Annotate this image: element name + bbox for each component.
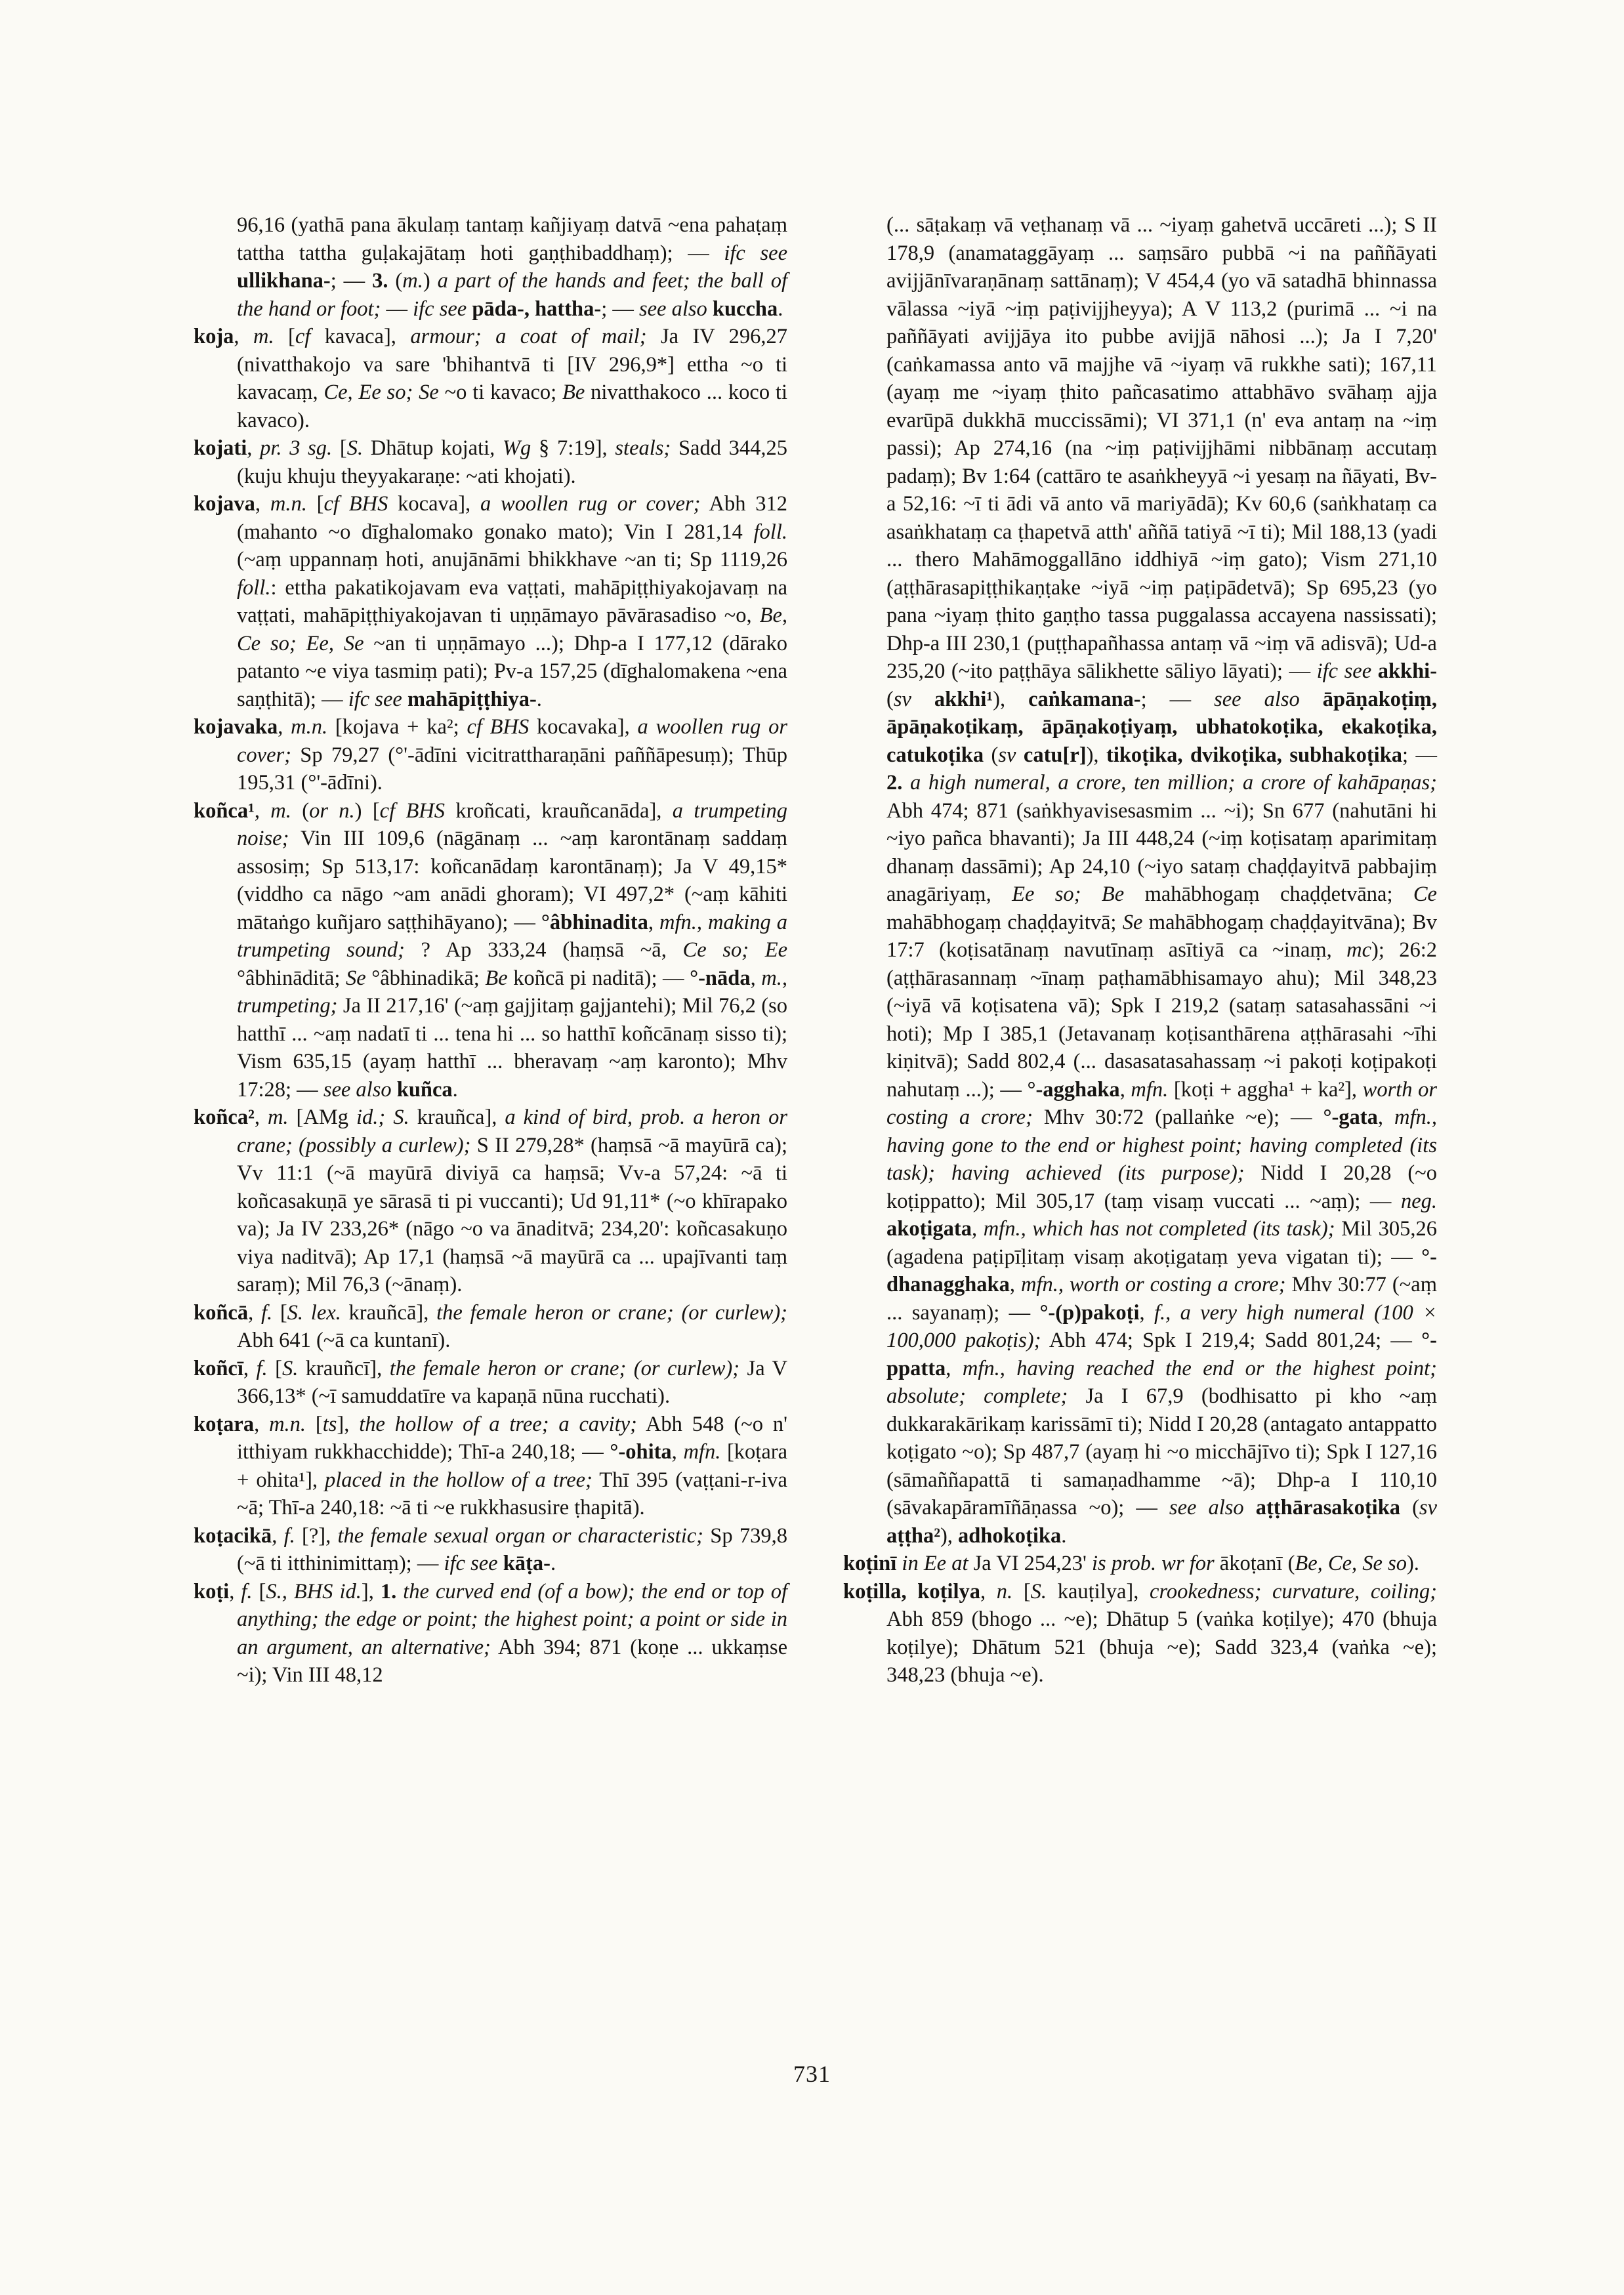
text-run: Abh 312 (mahanto ~o dīghalomako gonako mato); Vin I 281,14 [237,492,788,544]
column-right [843,211,1437,1689]
entry-koja [194,323,787,434]
text-run: ); 26:2 (aṭṭhārasannaṃ ~īnaṃ paṭhamābhisamayo ahu); Mil 348,23 (~iyā vā koṭisatena vā); Spk I 219,2 (sataṃ satasahassāni ~i hoti); Mp I 385,1 (Jetavanaṃ koṭisanthārena aṭṭhārasahi ~īhi kiṇitvā); Sadd 802,4 (... dasasatasahassaṃ ~i pakoṭi koṭipakoṭi nahutaṃ ...); — [886,938,1437,1102]
text-run: ; — [1402,743,1438,767]
text-block [194,211,1437,1689]
text-run: . [778,297,783,321]
text-run: , [254,1412,270,1436]
text-run: f., a very high numeral (100 × 100,000 pakoṭis); [886,1300,1438,1352]
text-run: ) [ [354,798,380,823]
text-run: sv [998,743,1016,767]
text-run: kojavaka [194,715,278,739]
text-run: mfn., having reached the end or the highest point; absolute; complete; [886,1356,1437,1408]
text-run: Mil 305,26 (agadena paṭipīḷitaṃ visaṃ akoṭigataṃ yeva vigatan ti); — [886,1217,1437,1269]
text-run: , [229,1579,241,1603]
entry-koti [194,1578,787,1689]
text-run: . [536,687,542,711]
text-run: °âbhinadita [541,910,648,934]
text-run: S. lex. [287,1300,341,1325]
column-left [194,211,787,1689]
text-run: kāṭa- [503,1552,551,1575]
text-run: cf BHS [323,492,388,516]
text-run: Abh 641 (~ā ca kuntanī). [237,1329,451,1352]
text-run: m.n. [291,715,328,739]
text-run: [kojava + ka²; [327,715,467,739]
text-run: in Ee at [902,1552,968,1575]
text-run: ( [984,743,999,767]
text-run: . [550,1552,556,1575]
text-run: (~aṃ uppannaṃ hoti, anujānāmi bhikkhave ~an ti; Sp 1119,26 [237,548,787,571]
text-run: ). [1406,1552,1419,1575]
text-run: the female sexual organ or characteristic; [337,1523,703,1548]
entry-konca-1 [194,797,787,1104]
text-run: see also [1214,687,1300,711]
text-run: koṭacikā [194,1523,272,1548]
text-run: adhokoṭika [958,1523,1062,1548]
entry-konci [194,1355,787,1411]
text-run: °-agghaka [1027,1077,1120,1102]
text-run: sv [1419,1496,1437,1520]
text-run: , [750,966,762,990]
text-run [392,1078,397,1102]
text-run: kocavaka], [529,715,638,739]
text-run: koja [194,325,234,348]
text-run: S. [1030,1579,1047,1603]
text-run [1244,1496,1256,1520]
text-run [911,688,934,711]
text-run: kocava], [388,492,480,516]
text-run: m. [270,798,291,823]
text-run: ~an ti uṇṇāmayo ...); Dhp-a I 177,12 (dārako patanto ~e viya tasmiṃ pati); Pv-a 157,25 (dīghalomakena ~ena saṇṭhitā); — [237,631,787,711]
text-run: , [254,1106,268,1129]
text-run: mahābhogaṃ chaḍḍayitvā; [886,910,1123,934]
text-run: Ja V 366,13* (~ī samuddatīre va kapaṇā nūna rucchati). [237,1356,787,1408]
text-run: Se [1122,910,1143,934]
text-run: Abh 474; 871 (saṅkhyavisesasmim ... ~i); Sn 677 (nahutāni hi ~iyo pañca bhavanti); Ja III 448,24 (~iṃ koṭisataṃ aparimitaṃ dhanaṃ dassāmi); Ap 24,10 (~iyo sataṃ chaḍḍayitvā pabbajiṃ anagāriyaṃ, [886,798,1437,906]
text-run: a woollen rug or cover; [237,715,787,767]
text-run: , [1009,1273,1021,1296]
text-run: mahābhogaṃ chaḍḍetvāna; [1124,882,1413,906]
text-run: mahābhogaṃ chaḍḍayitvāna); Bv 17:7 (koṭisatānaṃ navutīnaṃ asītiyā ca ~inaṃ, [886,910,1437,962]
text-run: ( [886,687,894,711]
text-run: worth or costing a crore; [886,1077,1438,1129]
text-run: °-(p)pakoṭi [1039,1300,1140,1325]
text-run: , [1377,1106,1394,1129]
text-run: , [272,1523,284,1548]
text-run: ), [993,687,1029,711]
text-run: kavaca], [310,325,411,348]
text-run: catu[r] [1023,743,1087,767]
text-run: nivatthakoco ... koco ti kavaco). [237,381,787,432]
text-run: , [243,1356,257,1380]
text-run: sv [893,687,911,711]
text-run: ; — [601,297,639,321]
text-run: see also [638,297,707,321]
text-run: ; — [330,269,373,293]
text-run: koñcā [194,1300,249,1325]
text-run: ifc see [724,241,787,265]
text-run: Be [485,966,508,990]
text-run: ifc see [413,297,467,321]
text-run: : ettha pakatikojavam eva vaṭṭati, mahāpiṭṭhiyakojavaṃ na vaṭṭati, mahāpiṭṭhiyakojavan ti uṇṇāmayo pāvārasadiso ~o, [237,575,787,627]
text-run: a part of the hands and feet; the ball of the hand or foot; [237,269,787,321]
text-run: ( [388,269,403,293]
text-run: steals; [615,436,671,460]
text-run: [ [1012,1579,1031,1603]
text-run: n. [996,1579,1013,1603]
text-run: , [248,1300,261,1325]
text-run: ), [1086,743,1106,767]
text-run: , [234,325,253,348]
text-run [396,1580,403,1603]
text-run: a trumpeting noise; [237,798,787,850]
text-run: Wg [502,436,531,460]
text-run: °-ppatta [886,1329,1437,1380]
text-run: mfn., having gone to the end or highest point; having completed (its task); having achieved (its purpose); [886,1106,1437,1185]
entry-koti-continuation [843,211,1437,1550]
text-run: kojati [194,436,247,460]
text-run: mfn. [683,1440,721,1464]
text-run: koṭilla, koṭilya [843,1579,980,1603]
text-run: cf BHS [379,798,446,823]
text-run: kuccha [712,297,778,321]
text-run: Ce [1413,882,1437,906]
text-run: Ja VI 254,23' [968,1552,1093,1575]
text-run: Ja IV 296,27 (nivatthakojo va sare 'bhihantvā ti [IV 296,9*] ettha ~o ti kavacaṃ, [237,325,787,404]
text-run: Mhv 30:72 (pallaṅke ~e); — [1032,1106,1323,1129]
text-run: S. [346,436,364,460]
text-run: Ce, Ee so; Se [323,381,439,404]
text-run: ullikhana- [237,269,331,293]
text-run: Ce so; Ee [682,938,787,962]
text-run [902,771,910,795]
text-run: ; — [1140,687,1215,711]
text-run: , [946,1356,963,1380]
text-run: foll. [753,520,787,544]
text-run: koñcī [194,1356,243,1380]
text-run: , [671,1440,684,1464]
text-run: °-gata [1323,1106,1378,1129]
text-run: tikoṭika, dvikoṭika, subhakoṭika [1106,743,1403,767]
text-run: armour; a coat of mail; [410,325,647,348]
text-run: °-ohita [610,1440,672,1464]
text-run: S. [281,1356,299,1380]
text-run: °âbhinadikā; [365,966,486,990]
text-run: 96,16 (yathā pana ākulaṃ tantaṃ kañjiyaṃ datvā ~ena pahaṭaṃ tattha tattha guḷakajātaṃ hoti gaṇṭhibaddhaṃ); — [237,213,787,265]
text-run: the female heron or crane; (or curlew); [389,1356,740,1380]
text-run: , [278,715,291,739]
entry-konca-2 [194,1104,787,1299]
text-run: ifc see [348,687,402,711]
text-run: krauñcā], [341,1300,437,1325]
text-run: a woollen rug or cover; [480,492,701,516]
text-run: aṭṭha² [886,1523,940,1548]
text-run: ? Ap 333,24 (haṃsā ~ā, [404,938,683,962]
text-run: akoṭigata [886,1217,972,1241]
text-run: kojava [194,492,255,516]
text-run: neg. [1400,1189,1437,1213]
text-run: Ja II 217,16' (~aṃ gajjitaṃ gajjantehi); Mil 76,2 (so hatthī ... ~aṃ nadatī ti ... tena hi ... so hatthī koñcānaṃ sisso ti); Vism 635,15 (ayaṃ hatthī ... bheravaṃ ~aṃ karonto); Mhv 17:28; — [237,994,787,1102]
text-run: Mhv 30:77 (~aṃ ... sayanaṃ); — [886,1273,1438,1325]
text-run: the hollow of a tree; a cavity; [359,1412,637,1436]
text-run: koṭinī [843,1552,897,1575]
text-run: koñca² [194,1106,255,1129]
text-run: [koṭara + ohita¹], [237,1440,788,1492]
text-run: S., BHS id. [266,1579,362,1603]
text-run: placed in the hollow of a tree; [325,1468,593,1492]
text-run: is prob. wr for [1092,1552,1215,1575]
text-run: , [972,1217,984,1241]
text-run: cf BHS [467,715,530,739]
text-run: f. [241,1579,253,1603]
text-run: Abh 394; 871 (koṇe ... ukkaṃse ~i); Vin III 48,12 [237,1635,788,1687]
text-run: Thī 395 (vaṭṭani-r-iva ~ā; Thī-a 240,18: ~ā ti ~e rukkhasusire ṭhapitā). [237,1468,787,1520]
text-run: , [255,492,270,516]
text-run: koṭi [194,1579,230,1603]
text-run: pr. 3 sg. [260,436,333,460]
text-run: . [1061,1523,1067,1548]
text-run: the curved end (of a bow); the end or top of anything; the edge or point; the highest point; a point or side in an argument, an alternative; [237,1579,788,1659]
text-run: foll. [237,575,271,600]
text-run: Sp 79,27 (°'-ādīni vicitrattharaṇāni paññāpesuṃ); Thūp 195,31 (°'-ādīni). [237,743,787,795]
text-run: Dhātup kojati, [363,436,503,460]
text-run: mfn., which has not completed (its task); [983,1217,1335,1241]
text-run: kuñca [396,1077,453,1102]
text-run: ākoṭanī ( [1214,1552,1295,1575]
text-run: mahāpiṭṭhiya- [407,687,537,711]
text-run: Ee so; Be [1012,882,1125,906]
text-run: f. [260,1300,273,1325]
text-run: ~o ti kavaco; [438,381,562,404]
text-run [707,297,713,321]
text-run: the female heron or crane; (or curlew); [436,1300,787,1325]
text-run: ifc see [1316,659,1372,683]
entry-kojavaka [194,713,787,797]
text-run: Abh 548 (~o n' itthiyam rukkhacchidde); Thī-a 240,18; — [237,1412,787,1464]
entry-kojati [194,434,787,490]
text-run: ], [361,1579,381,1603]
text-run: ) [423,269,438,293]
text-run: or n. [309,798,355,823]
text-run: , [247,436,260,460]
text-run [1016,743,1023,767]
text-run: crookedness; curvature, coiling; [1150,1579,1437,1603]
text-run [1300,688,1323,711]
text-run: m.n. [270,492,307,516]
entry-koccha-continuation [194,211,787,323]
text-run [1371,659,1378,683]
text-run: S II 279,28* (haṃsā ~ā mayūrā ca); Vv 11:1 (~ā mayūrā diviyā ca haṃsā; Vv-a 57,24: ~ā ti koñcasakuṇā ye sārasā ti pi vuccanti); Ud 91,11* (~o khīrapako va); Ja IV 233,26* (nāgo ~o va ānaditvā; 234,20': koñcasakuṇo viya naditvā); Ap 17,1 (haṃsā ~ā mayūrā ca ... upajīvanti taṃ saraṃ); Mil 76,3 (~ānaṃ). [237,1133,788,1296]
text-run: ( [1400,1496,1419,1520]
text-run: kauṭilya], [1047,1579,1150,1603]
text-run: Be, Ce so; Ee, Se [237,604,787,655]
text-run: pāda-, hattha- [472,297,602,321]
text-run: m. [253,325,274,348]
text-run: cf [295,325,311,348]
text-run: Sadd 344,25 (kuju khuju theyyakaraṇe: ~ati khojati). [237,436,788,488]
text-run: [ [306,492,324,516]
text-run: 1. [380,1579,397,1603]
text-run: akkhi¹ [934,687,993,711]
text-run: m.n. [269,1412,306,1436]
text-run: m., trumpeting; [237,966,787,1018]
text-run: see also [323,1077,392,1102]
text-run: m. [267,1106,289,1129]
text-run: krauñca], [409,1106,505,1129]
text-run: Be [562,381,585,404]
text-run: ( [291,798,310,823]
text-run: Be, Ce, Se so [1295,1552,1407,1575]
text-run: ifc see [444,1552,498,1575]
text-run: see also [1169,1496,1244,1520]
text-run: Abh 474; Spk I 219,4; Sadd 801,24; — [1041,1329,1422,1352]
text-run: ), [940,1523,959,1548]
text-run: [ [267,1356,282,1380]
text-run: . [452,1077,458,1102]
text-run: mfn., worth or costing a crore; [1020,1273,1286,1296]
text-run: [ [252,1579,266,1603]
text-run: Vin III 109,6 (nāgānaṃ ... ~aṃ karontānaṃ saddaṃ assosiṃ; Sp 513,17: koñcanādaṃ karontānaṃ); Ja V 49,15* (viddho ca nāgo ~am anādi ghoram); VI 497,2* (~aṃ kāhiti mātaṅgo kuñjaro saṭṭhihāyano); — [237,827,787,934]
text-run: °-nāda [690,966,751,990]
text-run: Abh 859 (bhogo ... ~e); Dhātup 5 (vaṅka koṭilye); 470 (bhuja koṭilye); Dhātum 521 (bhuja ~e); Sadd 323,4 (vaṅka ~e); 348,23 (bhuja ~e). [886,1607,1437,1687]
text-run: mfn., making a trumpeting sound; [237,910,787,962]
text-run: f. [256,1356,268,1380]
text-run [402,688,407,711]
text-run: Se [345,966,366,990]
text-run: Ja I 67,9 (bodhisatto pi kho ~aṃ dukkarakārikaṃ karissāmī ti); Nidd I 20,28 (antagato antappatto koṭigato ~o); Sp 487,7 (ayaṃ hi ~o micchājīvo ti); Spk I 127,16 (sāmaññapattā ti samaṇadhamme ~ā); Dhp-a I 110,10 (sāvakapāramīñāṇassa ~o); — [886,1384,1437,1520]
text-run: [AMg [288,1106,356,1129]
text-run: mfn. [1131,1077,1169,1102]
text-run: Nidd I 20,28 (~o koṭippatto); Mil 305,17 (taṃ visaṃ vuccati ... ~aṃ); — [886,1161,1437,1213]
entry-kotara [194,1411,787,1522]
text-run: akkhi- [1377,659,1438,683]
text-run: [ [332,436,347,460]
entry-kojava [194,490,787,713]
text-run: a kind of bird, prob. a heron or crane; (possibly a curlew); [237,1106,788,1157]
entry-kotacika [194,1522,787,1578]
text-run: koñcā pi naditā); — [507,966,690,990]
text-run: ts [322,1412,337,1436]
text-run: °-dhanagghaka [886,1245,1437,1296]
text-run: āpāṇakoṭiṃ, āpāṇakoṭikaṃ, āpāṇakoṭiyaṃ, ubhatokoṭika, ekakoṭika, catukoṭika [886,687,1438,767]
text-run: id.; S. [356,1106,409,1129]
text-run: § 7:19], [531,436,615,460]
entry-konca-f1 [194,1299,787,1355]
entry-kotilla [843,1578,1437,1689]
entry-kotini [843,1550,1437,1578]
text-run: koñca¹ [194,798,255,823]
text-run: m. [402,269,423,293]
text-run: koṭara [194,1412,255,1436]
text-run: [ [274,325,295,348]
text-run: mc [1346,938,1372,962]
text-run: [ [306,1412,323,1436]
text-run: , [254,798,271,823]
text-run: [?], [295,1523,338,1548]
text-run: , [1119,1077,1131,1102]
text-run [498,1552,503,1575]
text-run: caṅkamana- [1028,687,1141,711]
text-run: (... sāṭakaṃ vā veṭhanaṃ vā ... ~iyaṃ gahetvā uccāreti ...); S II 178,9 (anamataggāyaṃ ... saṃsāro pubbā ~i na paññāyati avijjānīvaraṇānaṃ sattānaṃ); V 454,4 (yo vā satadhā bhinnassa vālassa ~iyā ~iṃ paṭivijjheyya); A V 113,2 (purimā ... ~i na paññāyati avijjāya ito pubbe avijjā nāhosi ...); Ja I 7,20' (caṅkamassa anto vā majjhe vā ~iyaṃ vā rukkhe sati); 167,11 (ayaṃ me ~iyaṃ ṭhito pañcasatimo attabhāvo svāhaṃ ajja evarūpā dukkhā muccissāmi); VI 371,1 (n' eva antaṃ na ~iṃ passi); Ap 274,16 (na ~iṃ paṭivijjhāmi nibbānaṃ accutaṃ padaṃ); Bv 1:64 (cattāro te asaṅkheyyā ~i yesaṃ na ñāyati, Bv-a 52,16: ~ī ti ādi vā anto vā mariyādā); Kv 60,6 (saṅkhataṃ ca asaṅkhataṃ ca ṭhapetvā atth' aññā tatiyā ~ī ti); Mil 188,13 (yadi ... thero Mahāmoggallāno iddhiyā ~iṃ gato); Vism 271,10 (aṭṭhārasapiṭṭhikaṇṭake ~iyā ~iṃ paṭipādetvā); Sp 695,23 (yo pana ~iyaṃ ṭhito gaṇṭho tassa puggalassa accayena nassissati); Dhp-a III 230,1 (puṭṭhapañhassa antaṃ vā ~iṃ vā adisvā); Ud-a 235,20 (~ito paṭṭhāya sālikhette sāliyo lāyati); — [886,213,1437,683]
text-run: 2. [886,771,903,795]
text-run: Sp 739,8 (~ā ti itthinimittaṃ); — [237,1523,787,1575]
text-run: kroñcati, krauñcanāda], [445,798,673,823]
text-run: — [381,297,413,321]
text-run: , [648,910,660,934]
text-run: [ [272,1300,287,1325]
text-run: f. [283,1523,295,1548]
text-run: ], [337,1412,360,1436]
text-run: 3. [372,269,388,293]
text-run: [koṭi + aggha¹ + ka²], [1168,1077,1363,1102]
text-run: , [1139,1300,1154,1325]
text-run: krauñcī], [298,1356,390,1380]
text-run: a high numeral, a crore, ten million; a crore of kahāpaṇas; [910,771,1437,795]
text-run: °âbhināditā; [237,966,346,990]
text-run: , [980,1579,997,1603]
text-run: aṭṭhārasakoṭika [1255,1496,1401,1520]
page-number: 731 [793,2061,831,2087]
